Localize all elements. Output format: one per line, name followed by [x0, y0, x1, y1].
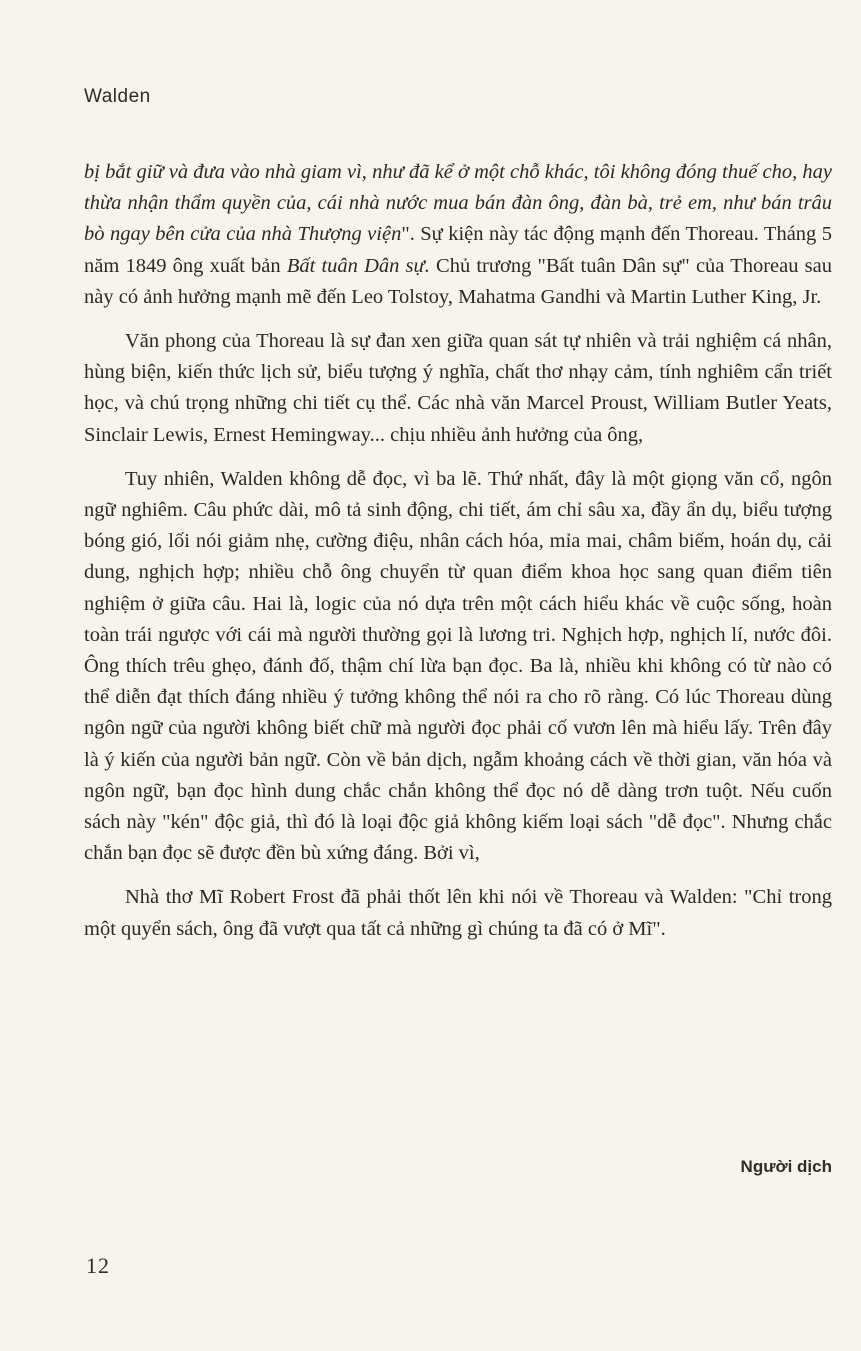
paragraph-1-text-b: Chủ trương "Bất tuân Dân sự" của Thoreau sau này có ảnh hưởng mạnh mẽ đến Leo Tolstoy, Mahatma Gandhi và Martin Luther King, Jr. — [84, 254, 832, 308]
quote-italic: bị bắt giữ và đưa vào nhà giam vì, như đã kể ở một chỗ khác, tôi không đóng thuế cho, hay thừa nhận thẩm quyền của, cái nhà nước mua bán đàn ông, đàn bà, trẻ em, như bán trâu bò ngay bên cửa của nhà Thượng viện — [84, 161, 832, 246]
book-title-italic: Bất tuân Dân sự. — [286, 254, 430, 277]
translator-signature: Người dịch — [740, 1157, 832, 1176]
paragraph-1 — [84, 157, 832, 313]
page-number: 12 — [86, 1253, 110, 1278]
paragraph-3: Tuy nhiên, Walden không dễ đọc, vì ba lẽ. Thứ nhất, đây là một giọng văn cổ, ngôn ngữ nghiêm. Câu phức dài, mô tả sinh động, chi tiết, ám chỉ sâu xa, đầy ẩn dụ, biểu tượng bóng gió, lối nói giảm nhẹ, cường điệu, nhân cách hóa, mỉa mai, châm biếm, hoán dụ, cải dung, nghịch hợp; nhiều chỗ ông chuyển từ quan điểm khoa học sang quan điểm tiên nghiệm ở giữa câu. Hai là, logic của nó dựa trên một cách hiểu khác về cuộc sống, hoàn toàn trái ngược với cái mà người thường gọi là lương tri. Nghịch hợp, nghịch lí, nước đôi. Ông thích trêu ghẹo, đánh đố, thậm chí lừa bạn đọc. Ba là, nhiều khi không có từ nào có thể diễn đạt thích đáng nhiều ý tưởng không thể nói ra cho rõ ràng. Có lúc Thoreau dùng ngôn ngữ của người không biết chữ mà người đọc phải cố vươn lên mà hiểu lấy. Trên đây là ý kiến của người bản ngữ. Còn về bản dịch, ngẫm khoảng cách về thời gian, văn hóa và ngôn ngữ, bạn đọc hình dung chắc chắn không thể đọc nó dễ dàng trơn tuột. Nếu cuốn sách này "kén" độc giả, thì đó là loại độc giả không kiếm loại sách "dễ đọc". Nhưng chắc chắn bạn đọc sẽ được đền bù xứng đáng. Bởi vì, — [84, 467, 832, 865]
running-head-title: Walden — [84, 86, 151, 107]
paragraph-4: Nhà thơ Mĩ Robert Frost đã phải thốt lên khi nói về Thoreau và Walden: "Chỉ trong một quyển sách, ông đã vượt qua tất cả những gì chúng ta đã có ở Mĩ". — [84, 886, 832, 940]
body-text — [84, 157, 832, 945]
paragraph-1-text-a: ". Sự kiện này tác động mạnh đến Thoreau. Tháng 5 năm 1849 ông xuất bản — [84, 223, 832, 277]
paragraph-2: Văn phong của Thoreau là sự đan xen giữa quan sát tự nhiên và trải nghiệm cá nhân, hùng biện, kiến thức lịch sử, biểu tượng ý nghĩa, chất thơ nhạy cảm, tính nghiêm cẩn triết học, và chú trọng những chi tiết cụ thể. Các nhà văn Marcel Proust, William Butler Yeats, Sinclair Lewis, Ernest Hemingway... chịu nhiều ảnh hưởng của ông, — [84, 330, 832, 446]
